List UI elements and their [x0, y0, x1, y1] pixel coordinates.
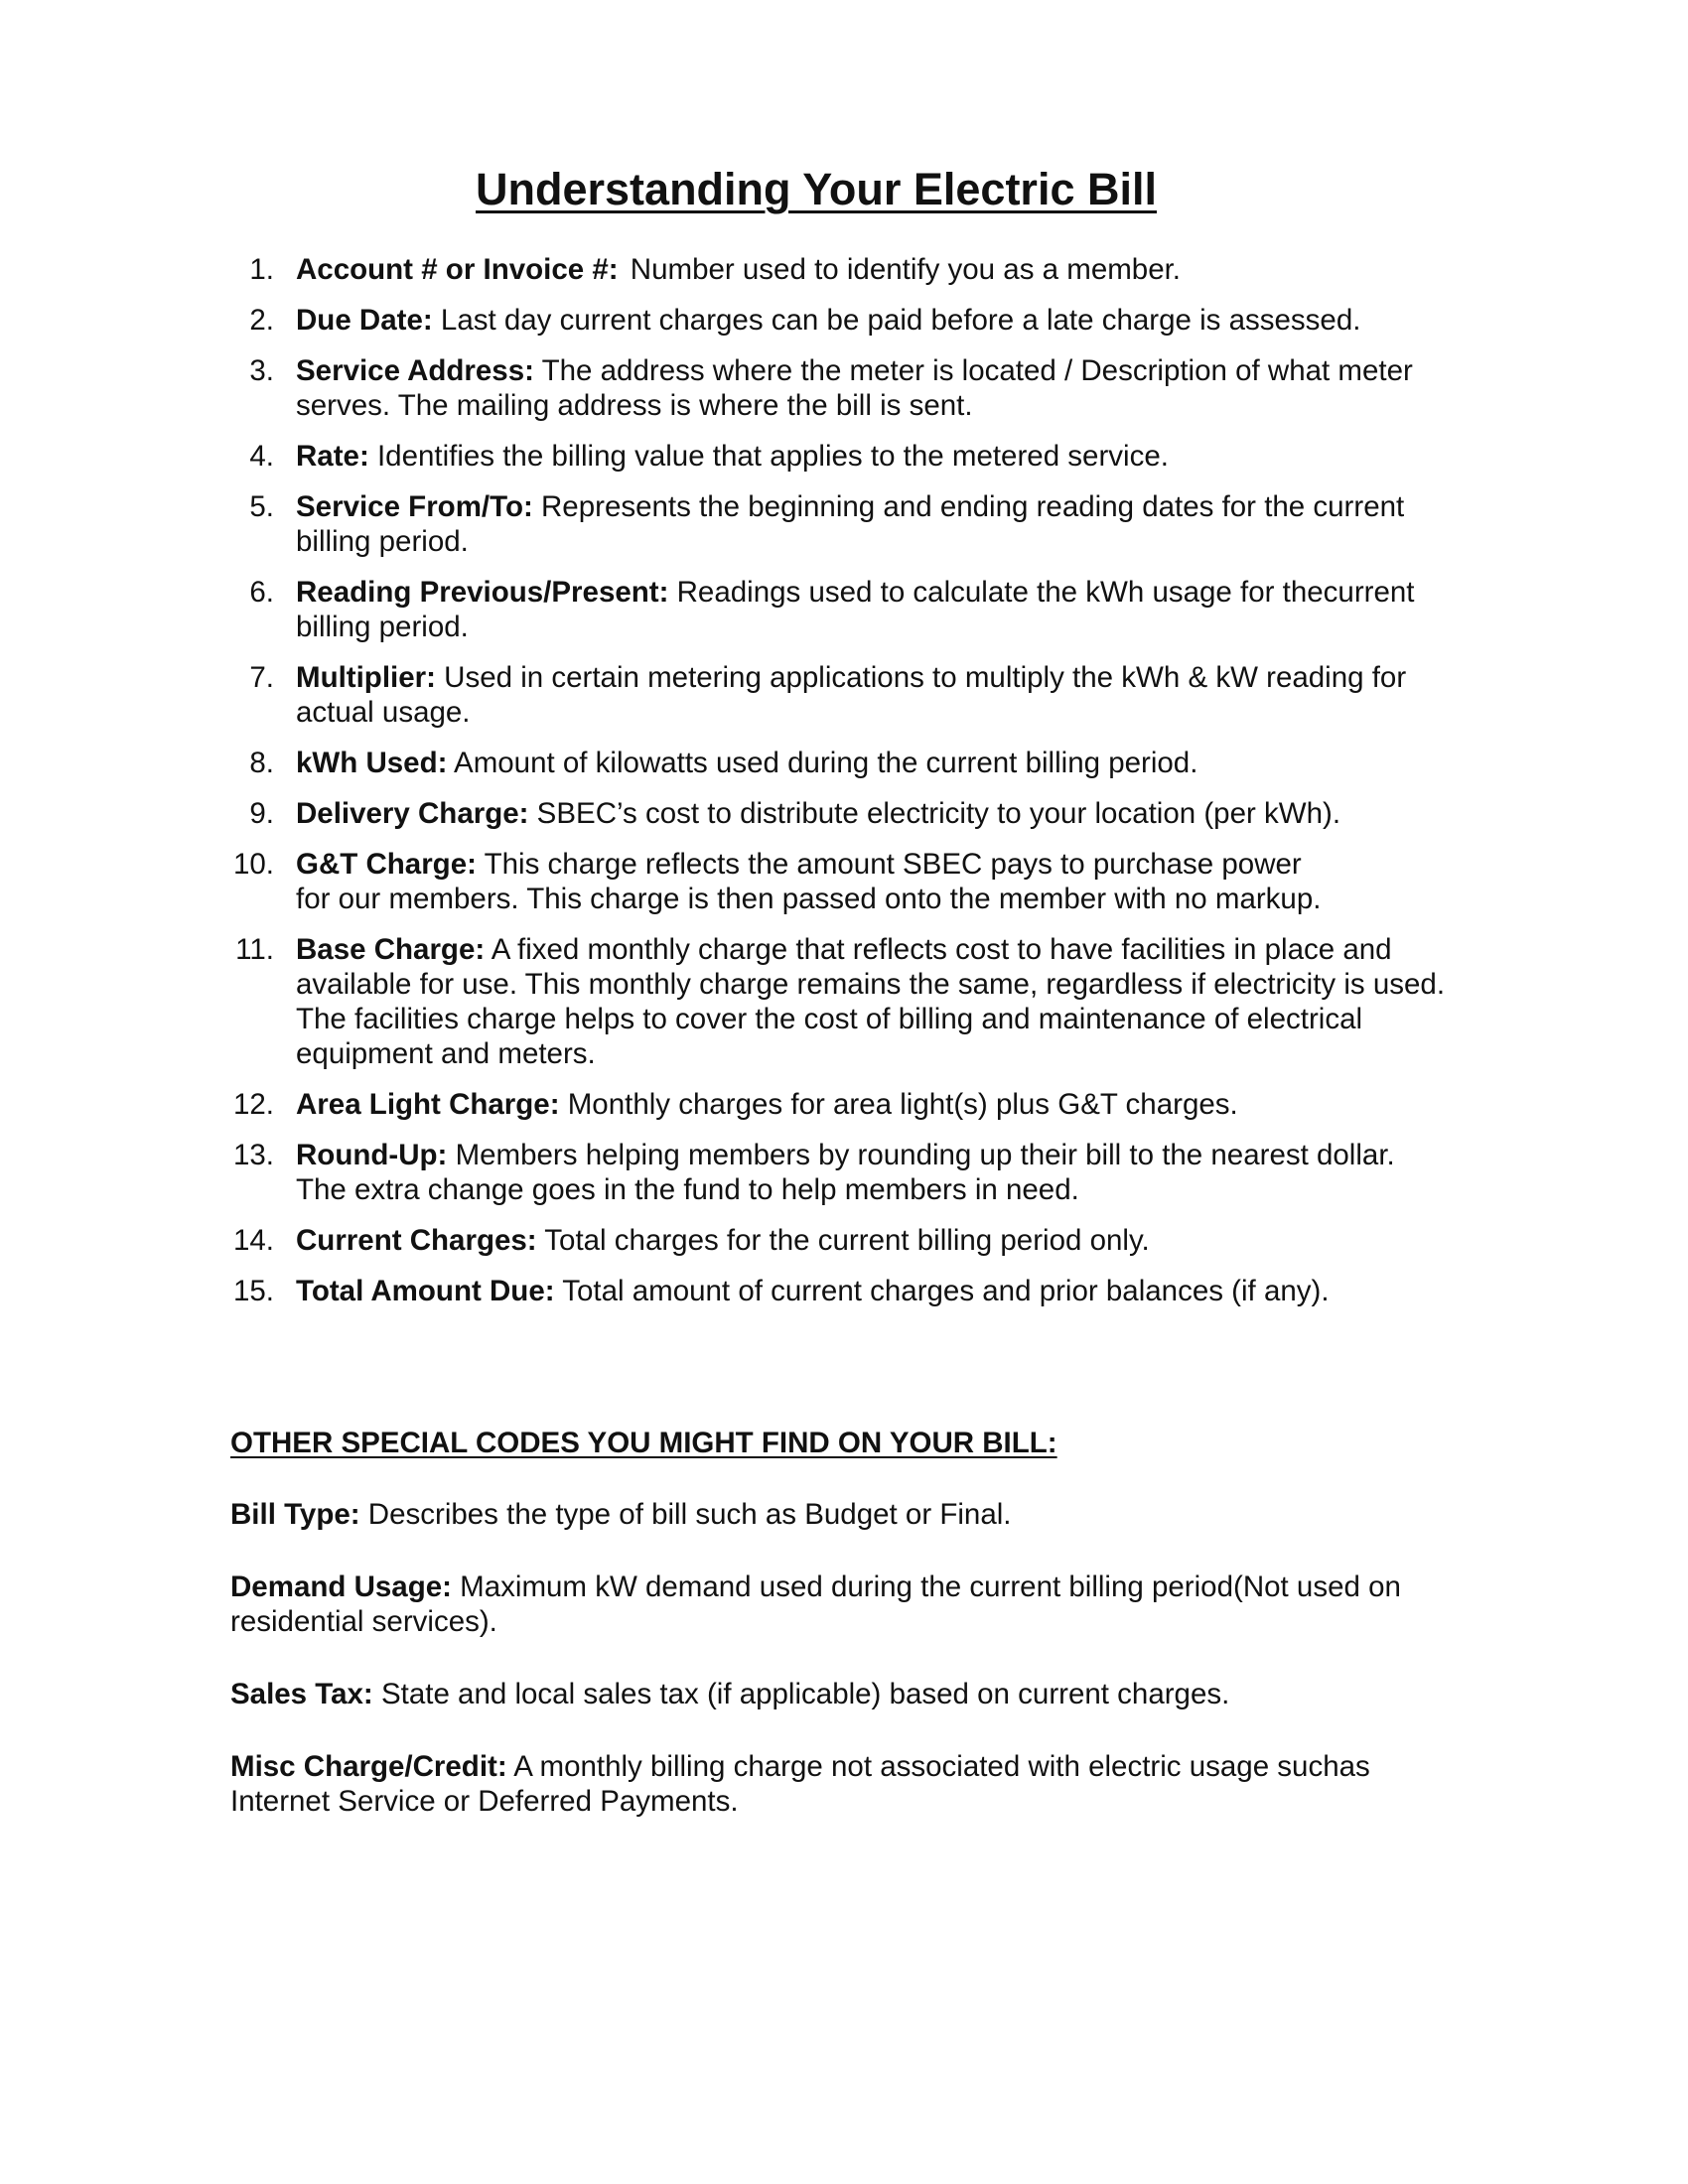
- term-name: Service From/To:: [296, 490, 533, 523]
- term-name: kWh Used:: [296, 747, 448, 779]
- list-item: [0, 660, 1448, 730]
- term-description: A fixed monthly charge that reflects cost to have facilities in place and available for use. This monthly charge remains the same, regardless if electricity is used. The facilities charge helps to cover the cost of billing and maintenance of electrical equipment and meters.: [296, 933, 1446, 1070]
- term-description: Last day current charges can be paid before a late charge is assessed.: [440, 304, 1361, 337]
- code-name: Bill Type:: [230, 1498, 360, 1531]
- list-item: [0, 1087, 1448, 1122]
- term-name: Delivery Charge:: [296, 797, 529, 830]
- special-codes-list: [230, 1497, 1452, 1856]
- list-item: [0, 489, 1448, 559]
- term-description: Used in certain metering applications to multiply the kWh & kW reading for actual usage.: [296, 661, 1407, 729]
- term-description: This charge reflects the amount SBEC pays to purchase power for our members. This charge is then passed onto the member with no markup.: [296, 848, 1322, 915]
- term-name: Account # or Invoice #:: [296, 253, 619, 286]
- special-codes-heading: OTHER SPECIAL CODES YOU MIGHT FIND ON YOUR BILL:: [230, 1427, 1057, 1459]
- code-name: Misc Charge/Credit:: [230, 1750, 507, 1783]
- code-description: Maximum kW demand used during the current billing period(Not used on residential services).: [230, 1570, 1401, 1638]
- term-name: Base Charge:: [296, 933, 486, 966]
- item-number: 7.: [249, 661, 274, 694]
- item-number: 4.: [249, 440, 274, 473]
- list-item: [0, 252, 1448, 287]
- term-description: Amount of kilowatts used during the current billing period.: [454, 747, 1198, 779]
- list-item: [0, 439, 1448, 474]
- list-item: [0, 796, 1448, 831]
- term-description: Total amount of current charges and prior balances (if any).: [562, 1275, 1330, 1307]
- term-name: Reading Previous/Present:: [296, 576, 669, 609]
- list-item: [0, 303, 1448, 338]
- list-item: [0, 353, 1448, 423]
- special-code-item: [230, 1677, 1452, 1711]
- term-name: Due Date:: [296, 304, 433, 337]
- term-name: G&T Charge:: [296, 848, 477, 881]
- item-number: 8.: [249, 747, 274, 779]
- term-name: Multiplier:: [296, 661, 436, 694]
- list-item: [0, 847, 1338, 916]
- code-description: Describes the type of bill such as Budget or Final.: [367, 1498, 1012, 1531]
- term-description: Total charges for the current billing period only.: [544, 1224, 1150, 1257]
- list-item: [0, 575, 1448, 644]
- term-name: Round-Up:: [296, 1139, 448, 1171]
- code-name: Demand Usage:: [230, 1570, 452, 1603]
- term-description: Readings used to calculate the kWh usage for thecurrent billing period.: [296, 576, 1415, 643]
- term-name: Rate:: [296, 440, 369, 473]
- list-item: [0, 1274, 1448, 1308]
- page-title: Understanding Your Electric Bill: [476, 164, 1157, 215]
- code-name: Sales Tax:: [230, 1678, 373, 1710]
- term-name: Current Charges:: [296, 1224, 537, 1257]
- item-number: 2.: [249, 304, 274, 337]
- item-number: 11.: [235, 933, 274, 966]
- item-number: 13.: [232, 1139, 274, 1171]
- item-number: 6.: [249, 576, 274, 609]
- bill-terms-list: [0, 252, 1688, 1324]
- item-number: 15.: [232, 1275, 274, 1307]
- term-description: The address where the meter is located / Description of what meter serves. The mailing address is where the bill is sent.: [296, 354, 1413, 422]
- code-description: State and local sales tax (if applicable) based on current charges.: [380, 1678, 1230, 1710]
- list-item: [0, 1223, 1448, 1258]
- item-number: 9.: [249, 797, 274, 830]
- list-item: [0, 1138, 1448, 1207]
- item-number: 1.: [249, 253, 274, 286]
- term-description: Number used to identify you as a member.: [630, 253, 1182, 286]
- item-number: 10.: [232, 848, 274, 881]
- list-item: [0, 932, 1448, 1071]
- term-name: Total Amount Due:: [296, 1275, 555, 1307]
- term-description: SBEC’s cost to distribute electricity to your location (per kWh).: [536, 797, 1341, 830]
- item-number: 12.: [232, 1088, 274, 1121]
- list-item: [0, 746, 1448, 780]
- special-code-item: [230, 1749, 1452, 1819]
- term-description: Represents the beginning and ending reading dates for the current billing period.: [296, 490, 1405, 558]
- term-name: Area Light Charge:: [296, 1088, 560, 1121]
- item-number: 14.: [232, 1224, 274, 1257]
- term-name: Service Address:: [296, 354, 534, 387]
- term-description: Members helping members by rounding up their bill to the nearest dollar. The extra change goes in the fund to help members in need.: [296, 1139, 1395, 1206]
- term-description: Monthly charges for area light(s) plus G&T charges.: [567, 1088, 1238, 1121]
- item-number: 5.: [249, 490, 274, 523]
- item-number: 3.: [249, 354, 274, 387]
- code-description: A monthly billing charge not associated with electric usage suchas Internet Service or Deferred Payments.: [230, 1750, 1370, 1818]
- term-description: Identifies the billing value that applies to the metered service.: [376, 440, 1169, 473]
- special-code-item: [230, 1497, 1452, 1532]
- special-code-item: [230, 1570, 1452, 1639]
